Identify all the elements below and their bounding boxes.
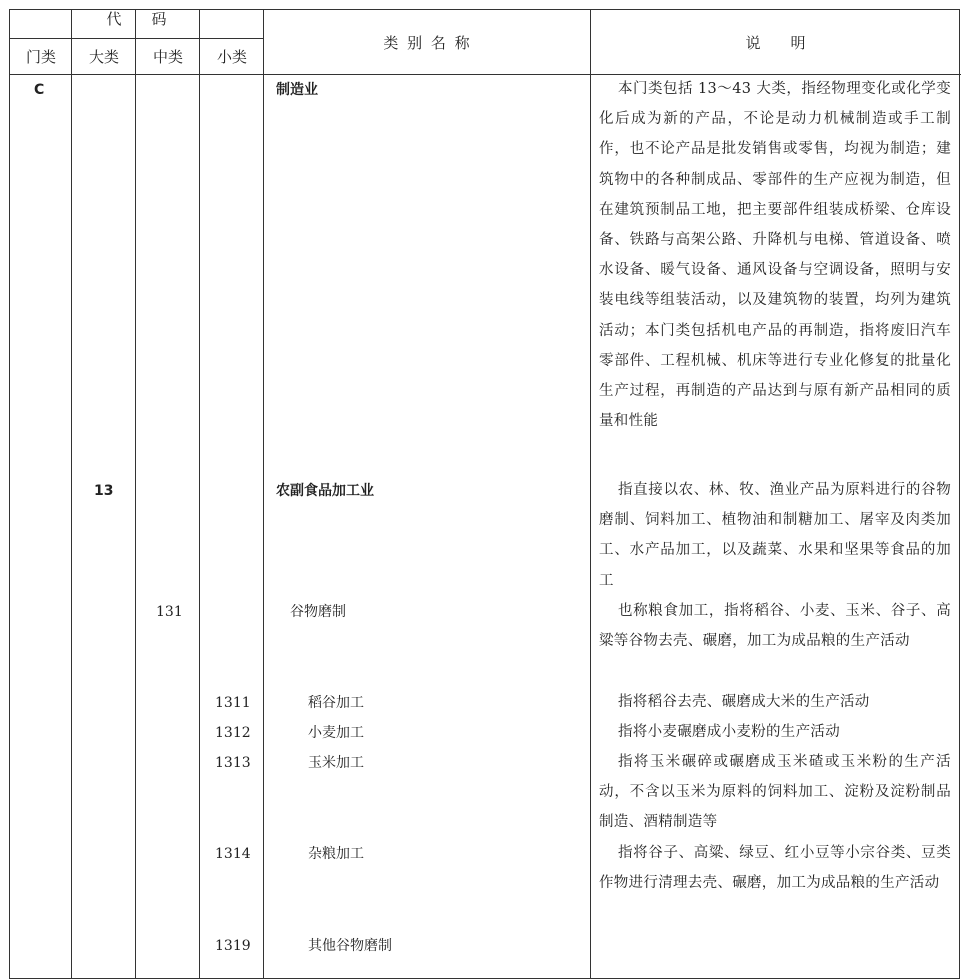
section-column-header: 门类 — [25, 48, 56, 66]
class-code: 1312 — [215, 725, 251, 741]
category-name: 制造业 — [276, 82, 318, 98]
category-name: 玉米加工 — [308, 755, 364, 771]
name-column-header: 类 别 名 称 — [383, 34, 472, 52]
header-divider — [10, 38, 263, 39]
category-name: 其他谷物磨制 — [308, 938, 392, 954]
category-name: 农副食品加工业 — [276, 483, 374, 499]
division-code: 13 — [94, 483, 114, 499]
group-code: 131 — [156, 604, 183, 620]
category-name: 稻谷加工 — [308, 695, 364, 711]
class-code: 1319 — [215, 938, 251, 954]
column-divider — [71, 10, 72, 978]
column-divider — [263, 10, 264, 978]
class-column-header: 小类 — [216, 48, 247, 66]
category-name: 杂粮加工 — [308, 846, 364, 862]
category-name: 谷物磨制 — [290, 604, 346, 620]
description-column-header: 说 明 — [745, 34, 806, 52]
class-code: 1311 — [215, 695, 251, 711]
category-description: 也称粮食加工，指将稻谷、小麦、玉米、谷子、高粱等谷物去壳、碾磨，加工为成品粮的生产活动 — [599, 603, 951, 650]
category-description: 指将玉米碾碎或碾磨成玉米碴或玉米粉的生产活动，不含以玉米为原料的饲料加工、淀粉及淀粉制品制造、酒精制造等 — [599, 754, 951, 831]
category-description: 本门类包括 13～43 大类，指经物理变化或化学变化后成为新的产品，不论是动力机械制造或手工制作，也不论产品是批发销售或零售，均视为制造；建筑物中的各种制成品、零部件的生产应视为制造，但在建筑预制品工地，把主要部件组装成桥梁、仓库设备、铁路与高架公路、升降机与电梯、管道设备、喷水设备、暖气设备、通风设备与空调设备，照明与安装电线等组装活动，以及建筑物的装置，均列为建筑活动；本门类包括机电产品的再制造，指将废旧汽车零部件、工程机械、机床等进行专业化修复的批量化生产过程，再制造的产品达到与原有新产品相同的质量和性能 — [599, 81, 951, 430]
class-code: 1313 — [215, 755, 251, 771]
column-divider — [135, 10, 136, 978]
category-description: 指直接以农、林、牧、渔业产品为原料进行的谷物磨制、饲料加工、植物油和制糖加工、屠宰及肉类加工、水产品加工，以及蔬菜、水果和坚果等食品的加工 — [599, 482, 951, 589]
category-name: 小麦加工 — [308, 725, 364, 741]
column-divider — [199, 10, 200, 978]
division-column-header: 大类 — [88, 48, 119, 66]
section-code: C — [34, 82, 45, 98]
code-group-header: 代 码 — [106, 10, 167, 28]
column-divider — [590, 10, 591, 978]
group-column-header: 中类 — [152, 48, 183, 66]
category-description: 指将小麦碾磨成小麦粉的生产活动 — [618, 724, 840, 740]
class-code: 1314 — [215, 846, 251, 862]
category-description: 指将谷子、高粱、绿豆、红小豆等小宗谷类、豆类作物进行清理去壳、碾磨，加工为成品粮的生产活动 — [599, 845, 951, 892]
category-description: 指将稻谷去壳、碾磨成大米的生产活动 — [618, 694, 870, 710]
